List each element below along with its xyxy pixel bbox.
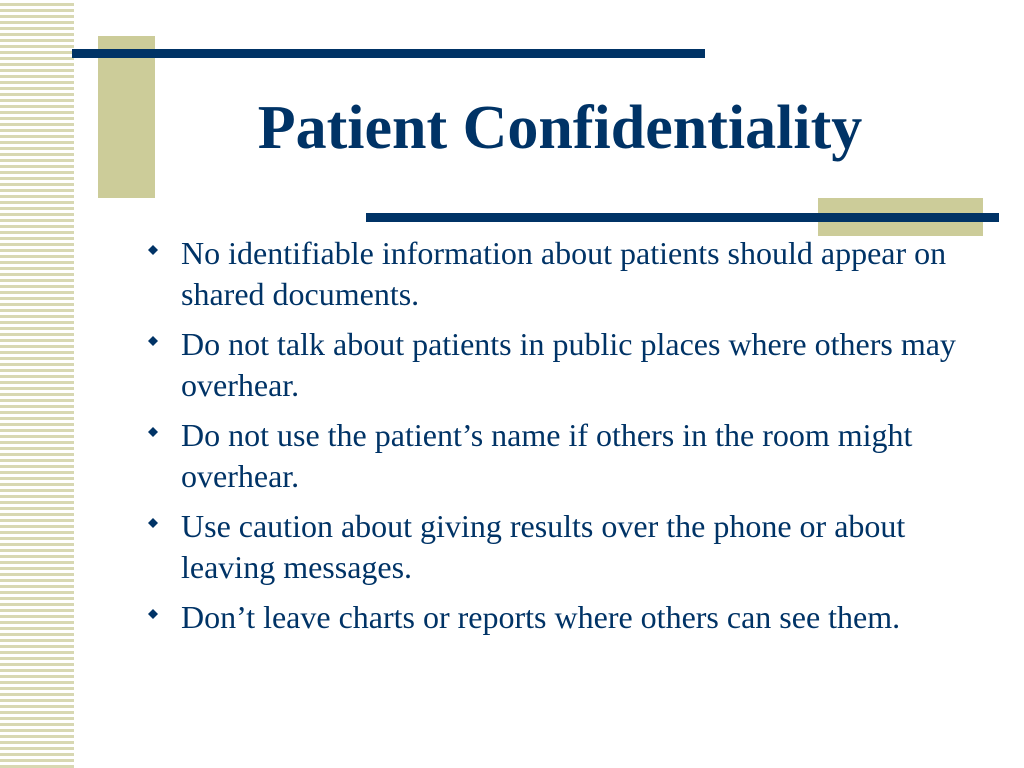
diamond-bullet-icon (148, 518, 158, 528)
bullet-item (145, 233, 995, 315)
slide-title: Patient Confidentiality (257, 94, 863, 162)
bullet-list (145, 233, 995, 647)
accent-block-left (98, 36, 155, 198)
decorative-stripe-band (0, 0, 74, 768)
diamond-bullet-icon (148, 427, 158, 437)
bullet-item (145, 324, 995, 406)
bullet-text: Don’t leave charts or reports where others can see them. (181, 599, 901, 635)
diamond-bullet-icon (148, 245, 158, 255)
bullet-text: Do not talk about patients in public places where others may overhear. (181, 326, 956, 403)
diamond-bullet-icon (148, 609, 158, 619)
bullet-text: Use caution about giving results over the phone or about leaving messages. (181, 508, 906, 585)
title-rule-bottom (366, 213, 999, 222)
bullet-item (145, 597, 995, 638)
diamond-bullet-icon (148, 336, 158, 346)
bullet-item (145, 415, 995, 497)
bullet-item (145, 506, 995, 588)
bullet-text: No identifiable information about patients should appear on shared documents. (181, 235, 947, 312)
bullet-text: Do not use the patient’s name if others in the room might overhear. (181, 417, 913, 494)
title-rule-top (72, 49, 705, 58)
